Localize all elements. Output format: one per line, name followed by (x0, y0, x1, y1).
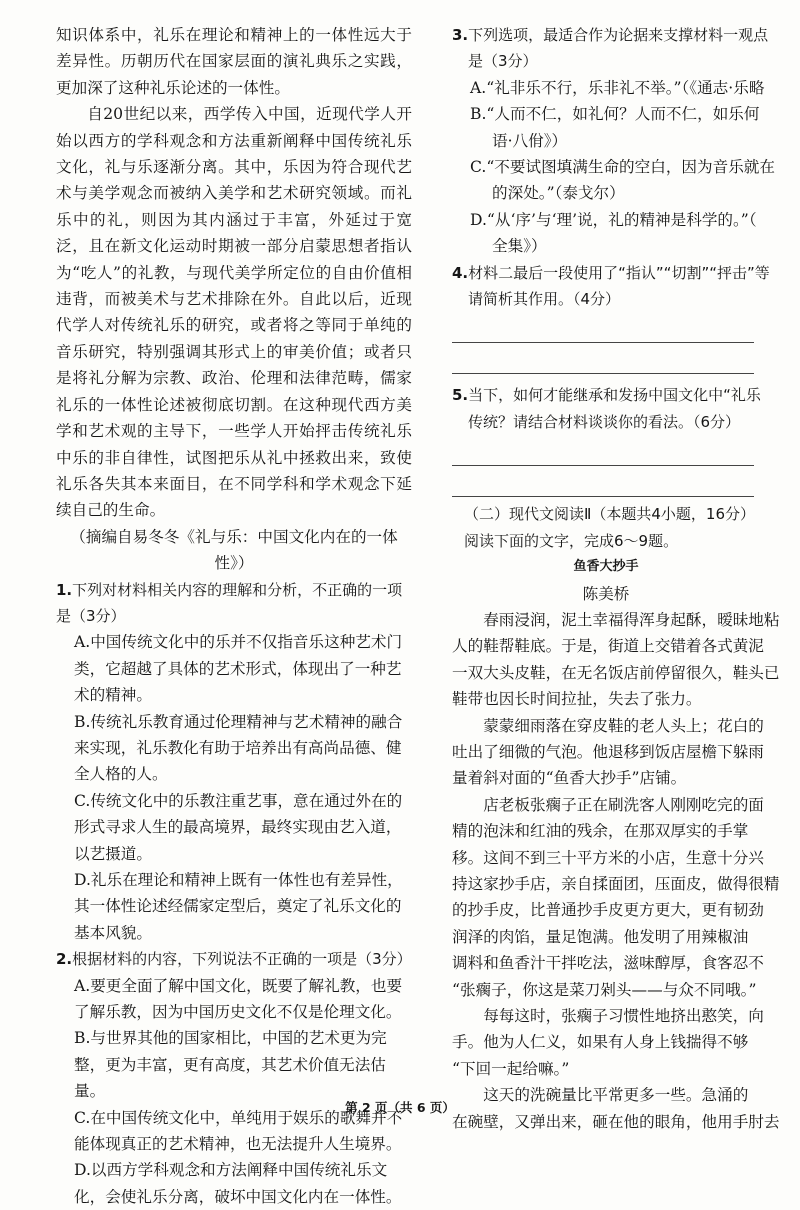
question-1 (56, 577, 412, 947)
story-line: 量着斜对面的“鱼香大抄手”店铺。 (452, 769, 687, 788)
story-line: 吐出了细微的气泡。他退移到饭店屋檐下躲雨 (452, 742, 764, 761)
question-5-stem-line: 当下，如何才能继承和发扬中国文化中“礼乐 (468, 386, 761, 405)
question-2-option-a[interactable]: A.要更全面了解中国文化，既要了解礼教，也要了解乐教，因为中国历史文化不仅是伦理文化。 (74, 976, 403, 1022)
story-title: 鱼香大抄手 (573, 559, 639, 575)
question-2-stem: 根据材料的内容，下列说法不正确的一项是（3分） (72, 950, 412, 969)
question-2 (56, 946, 412, 1210)
story-line: “下回一起给嘛。” (452, 1059, 570, 1078)
story-line: 春雨浸润，泥土幸福得浑身起酥，暧昧地粘 (483, 610, 780, 629)
story-paragraph (452, 713, 800, 792)
answer-line[interactable] (452, 466, 754, 497)
section-instruction: 阅读下面的文字，完成6～9题。 (464, 531, 679, 550)
story-line: 一双大头皮鞋，在无名饭店前停留很久，鞋头已 (452, 663, 780, 682)
intro-paragraph: 知识体系中，礼乐在理论和精神上的一体性远大于差异性。历朝历代在国家层面的演礼典乐之实践，更加深了这种礼乐论述的一体性。 (56, 26, 412, 97)
question-5 (452, 382, 800, 497)
question-3-option-c[interactable]: C.“不要试图填满生命的空白，因为音乐就在 (470, 158, 775, 177)
question-1-option-d[interactable]: D.礼乐在理论和精神上既有一体性也有差异性，其一体性论述经儒家定型后，奠定了礼乐文化的基本风貌。 (74, 871, 403, 942)
question-4-stem-line: 材料二最后一段使用了“指认”“切割”“抨击”等 (468, 263, 770, 282)
main-paragraph: 自20世纪以来，西学传入中国，近现代学人开始以西方的学科观念和方法重新阐释中国传统礼乐文化，礼与乐逐渐分离。其中，乐因为符合现代艺术与美学观念而被纳入美学和艺术研究领域。而礼乐中的礼，则因为其内涵过于丰富，外延过于宽泛，且在新文化运动时期被一部分启蒙思想者指认为“吃人”的礼教，与现代美学所定位的自由价值相违背，而被美术与艺术排除在外。自此以后，近现代学人对传统礼乐的研究，或者将之等同于单纯的音乐研究，特别强调其形式上的审美价值；或者只是将礼分解为宗教、政治、伦理和法律范畴，儒家礼乐的一体性论述被彻底切割。在这种现代西方美学和艺术观的主导下，一些学人开始抨击传统礼乐中乐的非自律性，试图把乐从礼中拯救出来，致使礼乐各失其本来面目，在不同学科和学术观念下延续自己的生命。 (56, 105, 412, 520)
story-line: 鞋带也因长时间拉扯，失去了张力。 (452, 690, 702, 709)
story-line: 的抄手皮，比普通抄手皮更方更大，更有韧劲 (452, 901, 764, 920)
source-citation: （摘编自易冬冬《礼与乐：中国文化内在的一体性》） (70, 527, 398, 573)
story-line: 调料和鱼香汁干拌吃法，滋味醇厚，食客忍不 (452, 954, 764, 973)
question-4 (452, 260, 800, 375)
question-2-option-d[interactable]: D.以西方学科观念和方法阐释中国传统礼乐文化，会使礼乐分离，破坏中国文化内在一体性。 (74, 1161, 402, 1206)
question-4-number: 4. (452, 263, 469, 282)
question-1-option-a[interactable]: A.中国传统文化中的乐并不仅指音乐这种艺术门类，它超越了具体的艺术形式，体现出了一种艺术的精神。 (74, 633, 403, 705)
question-3-option-d-cont: 全集》） (492, 237, 547, 256)
question-3-option-a[interactable]: A.“礼非乐不行，乐非礼不举。”（《通志·乐略 (470, 78, 765, 97)
answer-line[interactable] (452, 435, 754, 466)
story-line: 润泽的肉馅，量足饱满。他发明了用辣椒油 (452, 927, 749, 946)
story-line: 这天的洗碗量比平常更多一些。急涌的 (483, 1086, 749, 1105)
question-4-stem-line: 请简析其作用。（4分） (468, 290, 621, 309)
question-1-number: 1. (56, 580, 73, 599)
story-line: 移。这间不到三十平方米的小店，生意十分兴 (452, 848, 764, 867)
story-line: 人的鞋帮鞋底。于是，街道上交错着各式黄泥 (452, 637, 764, 656)
story-paragraph (452, 607, 800, 713)
story-line: “张瘸子，你这是菜刀剁头——与众不同哦。” (452, 980, 757, 999)
page-footer: 第 2 页（共 6 页） (345, 1100, 455, 1115)
story-paragraph (452, 1003, 800, 1082)
question-1-stem: 下列对材料相关内容的理解和分析，不正确的一项是（3分） (56, 580, 403, 625)
story-line: 蒙蒙细雨落在穿皮鞋的老人头上；花白的 (483, 716, 764, 735)
section-heading: （二）现代文阅读Ⅱ（本题共4小题，16分） (464, 505, 756, 524)
story-line: 店老板张瘸子正在刷洗客人刚刚吃完的面 (483, 795, 764, 814)
answer-line[interactable] (452, 343, 754, 374)
left-column (56, 22, 412, 1210)
question-3-number: 3. (452, 26, 469, 44)
story-paragraph (452, 792, 800, 1003)
story-line: 精的泡沫和红油的残余，在那双厚实的手掌 (452, 822, 749, 841)
answer-line[interactable] (452, 312, 754, 343)
question-2-number: 2. (56, 950, 73, 969)
question-5-stem-line: 传统？请结合材料谈谈你的看法。（6分） (468, 412, 741, 431)
question-5-number: 5. (452, 386, 469, 405)
story-line: 手。他为人仁义，如果有人身上钱揣得不够 (452, 1033, 749, 1052)
story-line: 每每这时，张瘸子习惯性地挤出憨笑，向 (483, 1007, 764, 1025)
question-1-option-c[interactable]: C.传统文化中的乐教注重艺事，意在通过外在的形式寻求人生的最高境界，最终实现由艺入道，以艺摄道。 (74, 791, 403, 863)
question-3-stem-line: 是（3分） (468, 52, 538, 71)
question-3-option-b-cont: 语·八佾》） (492, 131, 568, 150)
question-2-option-c[interactable]: C.在中国传统文化中，单纯用于娱乐的歌舞并不能体现真正的艺术精神，也无法提升人生境界。 (74, 1108, 403, 1154)
right-column (452, 22, 800, 1135)
question-3-stem-line: 下列选项，最适合作为论据来支撑材料一观点 (468, 26, 769, 44)
question-1-option-b[interactable]: B.传统礼乐教育通过伦理精神与艺术精神的融合来实现，礼乐教化有助于培养出有高尚品德、健全人格的人。 (74, 712, 403, 784)
story-line: 持这家抄手店，亲自揉面团，压面皮，做得很精 (452, 874, 780, 893)
story-author: 陈美桥 (582, 584, 630, 603)
reading-section (452, 501, 800, 1135)
story-line: 在碗壁，又弹出来，砸在他的眼角，他用手肘去 (452, 1112, 780, 1131)
question-3-option-c-cont: 的深处。”（泰戈尔） (492, 184, 625, 203)
question-3-option-b[interactable]: B.“人而不仁，如礼何？人而不仁，如乐何 (470, 105, 760, 124)
question-3-option-d[interactable]: D.“从‘序’与‘理’说，礼的精神是科学的。”（ (470, 210, 757, 229)
question-3 (452, 22, 800, 260)
question-2-option-b[interactable]: B.与世界其他的国家相比，中国的艺术更为完整，更为丰富，更有高度，其艺术价值无法估量。 (74, 1029, 387, 1101)
